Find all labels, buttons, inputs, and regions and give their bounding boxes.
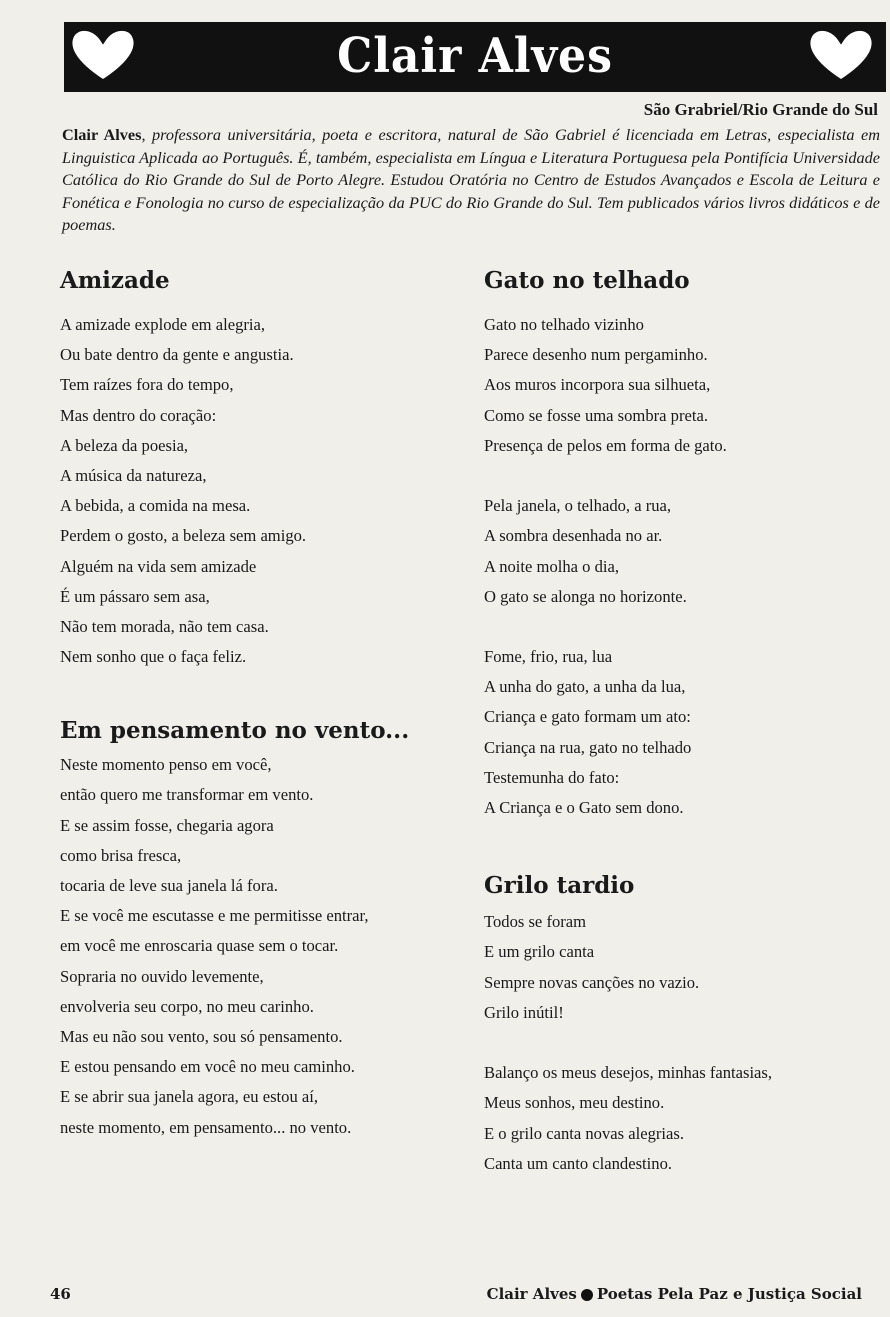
poem-line: Testemunha do fato:	[484, 767, 620, 787]
poem-line: A amizade explode em alegria,	[60, 315, 266, 334]
page-number: 46	[50, 1285, 71, 1303]
poem-line: Criança e gato formam um ato:	[484, 707, 691, 727]
poem-line: como brisa fresca,	[60, 845, 182, 865]
poem-line: Perdem o gosto, a beleza sem amigo.	[60, 526, 307, 546]
poem-line: Como se fosse uma sombra preta.	[484, 405, 708, 425]
poem-line: Pela janela, o telhado, a rua,	[484, 496, 672, 516]
poem-line: Meus sonhos, meu destino.	[484, 1093, 665, 1113]
poem-line: então quero me transformar em vento.	[60, 785, 314, 805]
poem-line: Todos se foram	[484, 912, 587, 932]
stanza-break	[484, 612, 884, 642]
poem-title-pensamento: Em pensamento no vento...	[60, 717, 410, 745]
title-banner	[64, 22, 886, 92]
poem-line: E um grilo canta	[484, 942, 595, 962]
poem-line: Mas dentro do coração:	[60, 405, 217, 425]
bio-author-name: Clair Alves	[62, 125, 142, 144]
author-location: São Grabriel/Rio Grande do Sul	[643, 100, 878, 119]
poem-line: Balanço os meus desejos, minhas fantasias,	[484, 1063, 773, 1083]
poem-line: Não tem morada, não tem casa.	[60, 616, 269, 636]
poem-line: neste momento, em pensamento... no vento.	[60, 1117, 352, 1137]
poem-line: É um pássaro sem asa,	[60, 586, 210, 606]
poem-line: A unha do gato, a unha da lua,	[484, 677, 686, 697]
poem-line: Presença de pelos em forma de gato.	[484, 435, 727, 455]
page-title: Clair Alves	[337, 28, 613, 84]
poem-line: Nem sonho que o faça feliz.	[60, 647, 247, 667]
poem-amizade	[60, 310, 460, 672]
poem-title-grilo: Grilo tardio	[484, 872, 635, 900]
heart-icon	[800, 20, 882, 90]
poem-line: Canta um canto clandestino.	[484, 1153, 673, 1173]
poem-line: Fome, frio, rua, lua	[484, 647, 613, 667]
poem-line: tocaria de leve sua janela lá fora.	[60, 876, 278, 895]
left-column	[60, 266, 460, 1143]
running-footer	[487, 1285, 862, 1303]
poem-line: Gato no telhado vizinho	[484, 315, 644, 334]
poem-line: E se assim fosse, chegaria agora	[60, 815, 274, 835]
footer-book-title: Poetas Pela Paz e Justiça Social	[596, 1285, 862, 1303]
poem-line: Parece desenho num pergaminho.	[484, 345, 708, 365]
poem-gato	[484, 310, 884, 823]
poem-line: A Criança e o Gato sem dono.	[484, 798, 684, 817]
right-column	[484, 266, 884, 1179]
poem-line: E se abrir sua janela agora, eu estou aí,	[60, 1087, 319, 1107]
poem-line: A música da natureza,	[60, 465, 207, 485]
poem-line: E estou pensando em você no meu caminho.	[60, 1057, 355, 1077]
poem-line: Neste momento penso em você,	[60, 755, 272, 775]
poem-line: Sempre novas canções no vazio.	[484, 972, 700, 992]
author-bio	[62, 124, 880, 237]
footer-author: Clair Alves	[486, 1285, 577, 1303]
poem-line: A noite molha o dia,	[484, 556, 620, 576]
poem-pensamento	[60, 750, 460, 1142]
poem-title-amizade: Amizade	[60, 267, 170, 294]
bullet-icon	[581, 1289, 593, 1301]
poem-line: envolveria seu corpo, no meu carinho.	[60, 996, 314, 1016]
poem-line: O gato se alonga no horizonte.	[484, 586, 687, 606]
poem-line: Mas eu não sou vento, sou só pensamento.	[60, 1026, 343, 1046]
poem-line: Sopraria no ouvido levemente,	[60, 966, 264, 986]
heart-icon	[62, 20, 144, 90]
poem-line: Grilo inútil!	[484, 1002, 564, 1022]
poem-line: E o grilo canta novas alegrias.	[484, 1123, 684, 1143]
bio-text: , professora universitária, poeta e escritora, natural de São Gabriel é licenciada em Letras, especialista em Linguistica Aplicada ao Português. É, também, especialista em Língua e Literatura Portuguesa pela Pontifícia Universidade Católica do Rio Grande do Sul de Porto Alegre. Estudou Oratória no Centro de Estudos Avançados e Escola de Leitura e Fonética e Fonologia no curso de especialização da PUC do Rio Grande do Sul. Tem publicados vários livros didáticos e de poemas.	[62, 125, 880, 234]
poem-line: Aos muros incorpora sua silhueta,	[484, 375, 711, 395]
stanza-break	[484, 461, 884, 491]
poem-line: em você me enroscaria quase sem o tocar.	[60, 936, 339, 956]
poem-title-gato: Gato no telhado	[484, 267, 690, 294]
poem-line: A bebida, a comida na mesa.	[60, 496, 251, 516]
poem-grilo	[484, 907, 884, 1179]
poem-line: A sombra desenhada no ar.	[484, 526, 663, 546]
poem-line: A beleza da poesia,	[60, 435, 189, 455]
poem-line: E se você me escutasse e me permitisse entrar,	[60, 906, 369, 926]
poem-line: Criança na rua, gato no telhado	[484, 737, 692, 757]
poem-line: Alguém na vida sem amizade	[60, 556, 257, 576]
poem-line: Ou bate dentro da gente e angustia.	[60, 345, 294, 365]
poem-line: Tem raízes fora do tempo,	[60, 375, 234, 395]
stanza-break	[484, 1028, 884, 1058]
